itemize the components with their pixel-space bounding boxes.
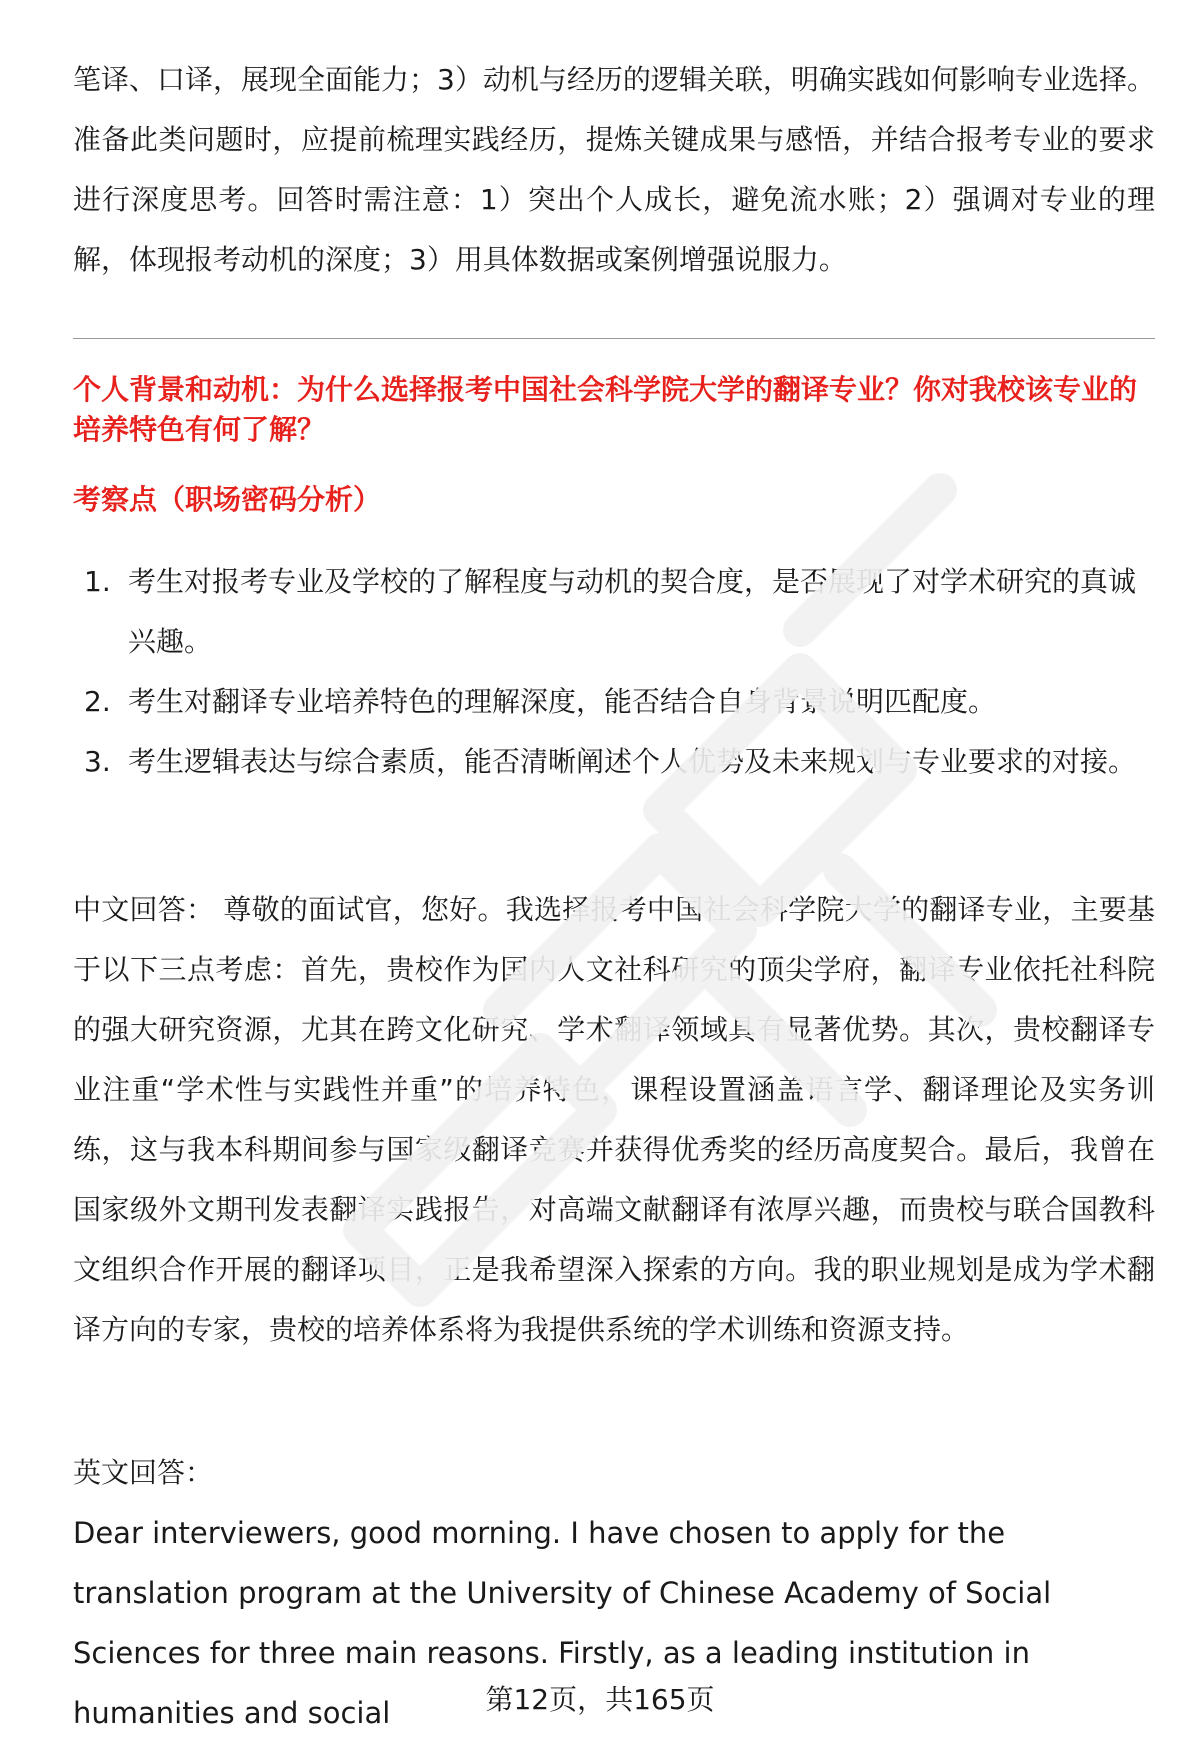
list-number: 2. [84, 685, 111, 718]
intro-paragraph: 笔译、口译，展现全面能力；3）动机与经历的逻辑关联，明确实践如何影响专业选择。准备此类问题时，应提前梳理实践经历，提炼关键成果与感悟，并结合报考专业的要求进行深度思考。回答时需注意：1）突出个人成长，避免流水账；2）强调对专业的理解，体现报考动机的深度；3）用具体数据或案例增强说服力。 [73, 63, 1155, 276]
list-item [73, 672, 1155, 732]
question-heading: 个人背景和动机：为什么选择报考中国社会科学院大学的翻译专业？你对我校该专业的培养特色有何了解？ [73, 373, 1138, 446]
list-item-text: 考生逻辑表达与综合素质，能否清晰阐述个人优势及未来规划与专业要求的对接。 [128, 745, 1137, 778]
chinese-answer-paragraph: 中文回答： 尊敬的面试官，您好。我选择报考中国社会科学院大学的翻译专业，主要基于以下三点考虑：首先，贵校作为国内人文社科研究的顶尖学府，翻译专业依托社科院的强大研究资源，尤其在跨文化研究、学术翻译领域具有显著优势。其次，贵校翻译专业注重“学术性与实践性并重”的培养特色，课程设置涵盖语言学、翻译理论及实务训练，这与我本科期间参与国家级翻译竞赛并获得优秀奖的经历高度契合。最后，我曾在国家级外文期刊发表翻译实践报告，对高端文献翻译有浓厚兴趣，而贵校与联合国教科文组织合作开展的翻译项目，正是我希望深入探索的方向。我的职业规划是成为学术翻译方向的专家，贵校的培养体系将为我提供系统的学术训练和资源支持。 [73, 893, 1155, 1346]
page-indicator: 第12页，共165页 [485, 1683, 715, 1716]
list-item-text: 考生对翻译专业培养特色的理解深度，能否结合自身背景说明匹配度。 [128, 685, 997, 718]
english-answer-label: 英文回答： [73, 1456, 214, 1489]
assessment-heading: 考察点（职场密码分析） [73, 483, 382, 516]
list-item-text: 考生对报考专业及学校的了解程度与动机的契合度，是否展现了对学术研究的真诚兴趣。 [128, 565, 1137, 658]
section-divider [73, 338, 1155, 339]
list-number: 3. [84, 745, 111, 778]
list-number: 1. [84, 565, 111, 598]
list-item [73, 552, 1155, 672]
list-item [73, 732, 1155, 792]
assessment-points-list [73, 552, 1155, 792]
english-answer-paragraph: Dear interviewers, good morning. I have chosen to apply for the translation program at the University of Chinese Academy of Social Sciences for three main reasons. Firstly, as a leading institution in humanities and social [73, 1516, 1052, 1730]
